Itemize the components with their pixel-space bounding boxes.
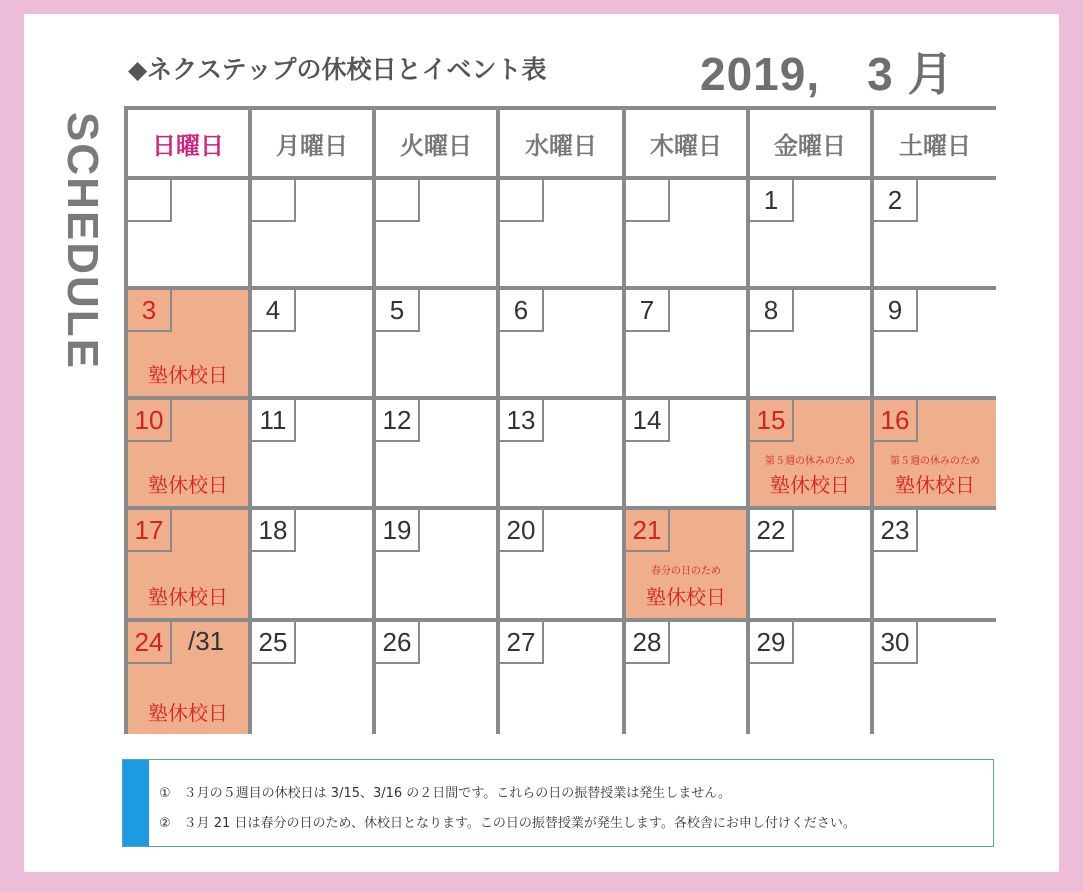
day-note: 春分の日のため [651, 566, 721, 577]
closed-day-cell [750, 400, 870, 506]
day-number: 27 [500, 622, 544, 664]
weekday-header: 水曜日 [500, 110, 622, 176]
day-cell [252, 290, 372, 396]
day-cell [750, 290, 870, 396]
day-cell [376, 290, 496, 396]
day-cell [750, 510, 870, 618]
day-number [626, 180, 670, 222]
day-note: 第５週の休みのため [890, 456, 980, 467]
closed-label: 塾休校日 [770, 473, 850, 497]
day-number: 11 [252, 400, 296, 442]
closed-label: 塾休校日 [895, 473, 975, 497]
day-cell [500, 400, 622, 506]
closed-label: 塾休校日 [646, 585, 726, 609]
day-number: 7 [626, 290, 670, 332]
day-cell [874, 180, 996, 286]
day-cell [252, 180, 372, 286]
weekday-header: 土曜日 [874, 110, 996, 176]
weekday-header: 金曜日 [750, 110, 870, 176]
day-cell [626, 622, 746, 734]
day-number: 25 [252, 622, 296, 664]
closed-day-cell [128, 510, 248, 618]
day-number: 21 [626, 510, 670, 552]
closed-day-cell [874, 400, 996, 506]
day-number [128, 180, 172, 222]
day-number [376, 180, 420, 222]
day-cell [874, 510, 996, 618]
closed-day-cell [128, 622, 248, 734]
day-number: 26 [376, 622, 420, 664]
day-number: 8 [750, 290, 794, 332]
day-number: 16 [874, 400, 918, 442]
day-number: 28 [626, 622, 670, 664]
closed-label: 塾休校日 [148, 585, 228, 609]
day-cell [376, 622, 496, 734]
day-number: 14 [626, 400, 670, 442]
weekday-header: 火曜日 [376, 110, 496, 176]
day-cell [376, 400, 496, 506]
day-cell [128, 180, 248, 286]
day-cell [500, 622, 622, 734]
closed-day-cell [128, 400, 248, 506]
weekday-header: 日曜日 [128, 110, 248, 176]
day-cell [500, 510, 622, 618]
note-line-1: ① ３月の５週目の休校日は 3/15、3/16 の２日間です。これらの日の振替授業は発生しません。 [159, 786, 732, 801]
day-number: 2 [874, 180, 918, 222]
day-number [500, 180, 544, 222]
calendar-grid [124, 106, 996, 734]
day-number: 17 [128, 510, 172, 552]
day-number: 23 [874, 510, 918, 552]
day-number: 1 [750, 180, 794, 222]
day-cell [750, 622, 870, 734]
weekday-header: 月曜日 [252, 110, 372, 176]
side-label: SCHEDULE [58, 112, 107, 371]
closed-day-cell [626, 510, 746, 618]
day-number: 9 [874, 290, 918, 332]
day-number: 19 [376, 510, 420, 552]
day-number: 3 [128, 290, 172, 332]
day-cell [626, 180, 746, 286]
notes-accent-bar [123, 760, 149, 846]
closed-label: 塾休校日 [148, 363, 228, 387]
closed-day-cell [128, 290, 248, 396]
month-heading: 2019, 3 月 [700, 48, 955, 100]
day-number: 30 [874, 622, 918, 664]
closed-label: 塾休校日 [148, 473, 228, 497]
day-number: 4 [252, 290, 296, 332]
day-cell [500, 180, 622, 286]
notes-box [122, 759, 994, 847]
day-cell [500, 290, 622, 396]
day-number: 22 [750, 510, 794, 552]
day-cell [252, 400, 372, 506]
day-cell [626, 400, 746, 506]
note-line-2: ② ３月 21 日は春分の日のため、休校日となります。この日の振替授業が発生します。各校舎にお申し付けください。 [159, 816, 856, 831]
day-number [252, 180, 296, 222]
day-cell [252, 510, 372, 618]
day-cell [252, 622, 372, 734]
day-number: 20 [500, 510, 544, 552]
day-extra: /31 [188, 626, 225, 656]
day-cell [376, 510, 496, 618]
day-cell [626, 290, 746, 396]
page-title: ◆ネクステップの休校日とイベント表 [128, 55, 547, 84]
day-cell [376, 180, 496, 286]
day-cell [750, 180, 870, 286]
day-cell [874, 622, 996, 734]
day-number: 10 [128, 400, 172, 442]
day-number: 18 [252, 510, 296, 552]
day-number: 15 [750, 400, 794, 442]
day-number: 12 [376, 400, 420, 442]
day-cell [874, 290, 996, 396]
closed-label: 塾休校日 [148, 701, 228, 725]
day-number: 13 [500, 400, 544, 442]
weekday-header: 木曜日 [626, 110, 746, 176]
day-number: 6 [500, 290, 544, 332]
day-number: 5 [376, 290, 420, 332]
day-note: 第５週の休みのため [765, 456, 855, 467]
day-number: 29 [750, 622, 794, 664]
day-number: 24 [128, 622, 172, 664]
